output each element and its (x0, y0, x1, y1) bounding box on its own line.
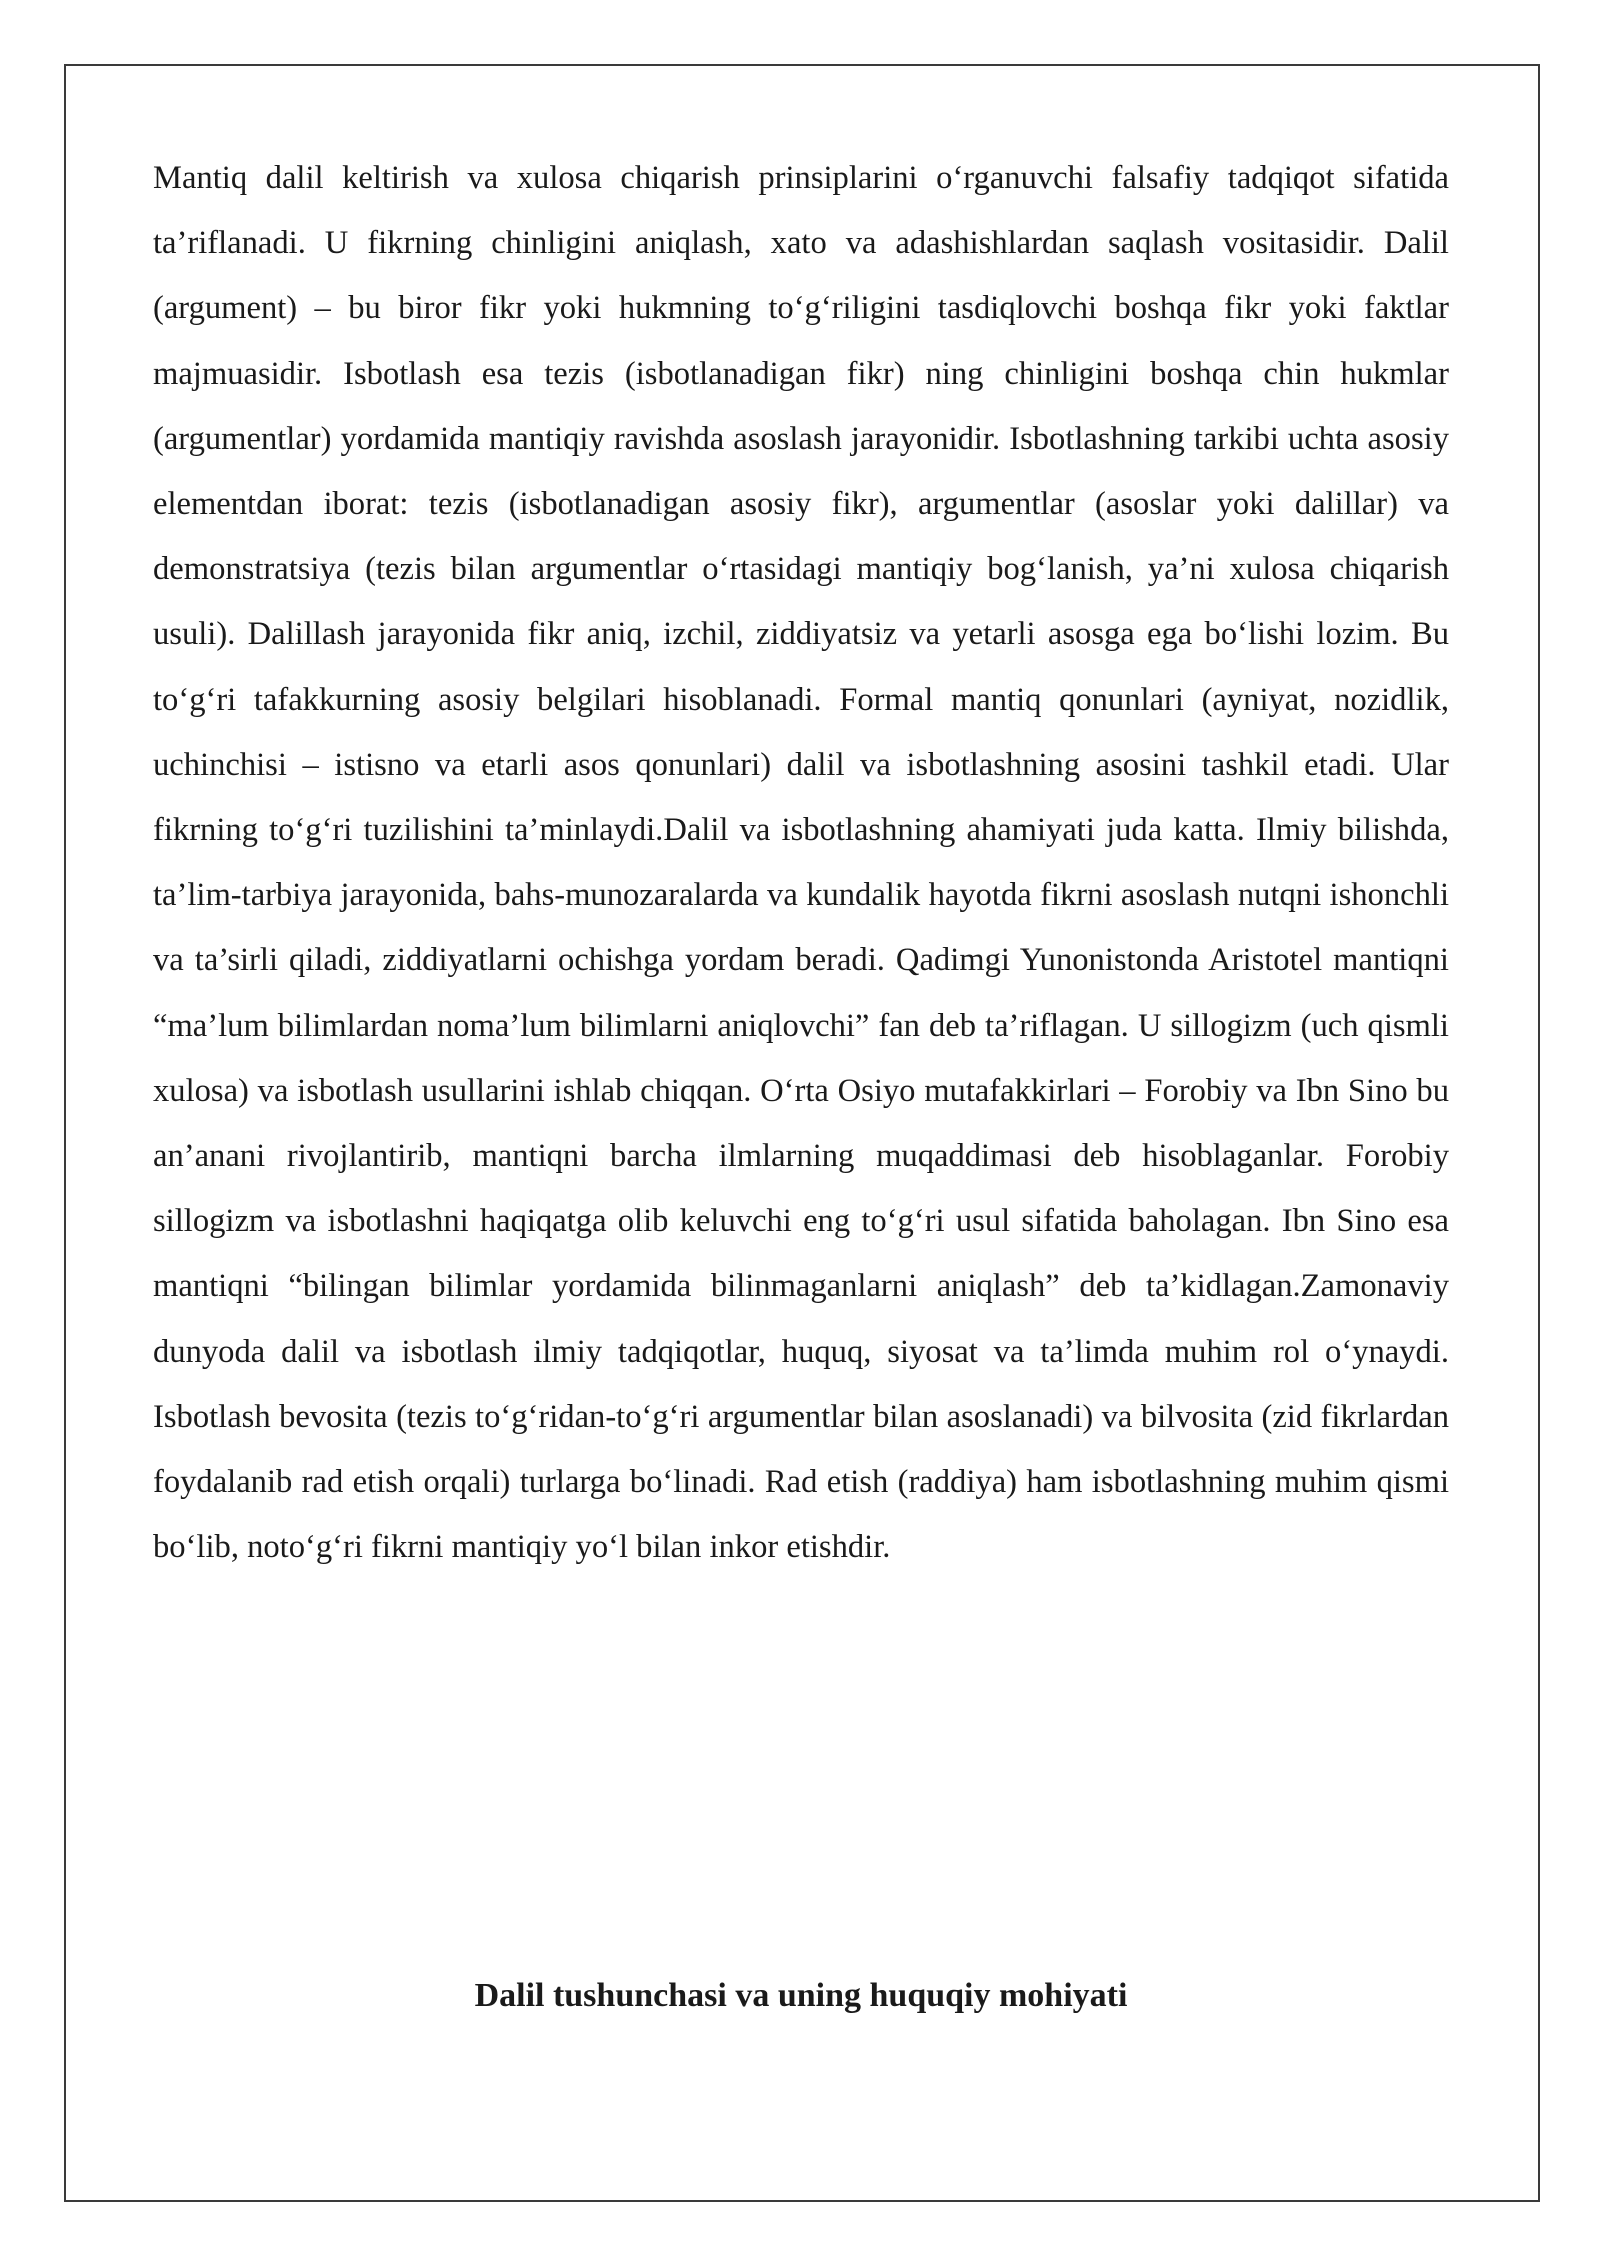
document-body (153, 146, 1449, 2014)
body-paragraph: Mantiq dalil keltirish va xulosa chiqarish prinsiplarini o‘rganuvchi falsafiy tadqiqot sifatida ta’riflanadi. U fikrning chinligini aniqlash, xato va adashishlardan saqlash vositasidir. Dalil (argument) – bu biror fikr yoki hukmning to‘g‘riligini tasdiqlovchi boshqa fikr yoki faktlar majmuasidir. Isbotlash esa tezis (isbotlanadigan fikr) ning chinligini boshqa chin hukmlar (argumentlar) yordamida mantiqiy ravishda asoslash jarayonidir. Isbotlashning tarkibi uchta asosiy elementdan iborat: tezis (isbotlanadigan asosiy fikr), argumentlar (asoslar yoki dalillar) va demonstratsiya (tezis bilan argumentlar o‘rtasidagi mantiqiy bog‘lanish, ya’ni xulosa chiqarish usuli). Dalillash jarayonida fikr aniq, izchil, ziddiyatsiz va yetarli asosga ega bo‘lishi lozim. Bu to‘g‘ri tafakkurning asosiy belgilari hisoblanadi. Formal mantiq qonunlari (ayniyat, nozidlik, uchinchisi – istisno va etarli asos qonunlari) dalil va isbotlashning asosini tashkil etadi. Ular fikrning to‘g‘ri tuzilishini ta’minlaydi.Dalil va isbotlashning ahamiyati juda katta. Ilmiy bilishda, ta’lim-tarbiya jarayonida, bahs-munozaralarda va kundalik hayotda fikrni asoslash nutqni ishonchli va ta’sirli qiladi, ziddiyatlarni ochishga yordam beradi. Qadimgi Yunonistonda Aristotel mantiqni “ma’lum bilimlardan noma’lum bilimlarni aniqlovchi” fan deb ta’riflagan. U sillogizm (uch qismli xulosa) va isbotlash usullarini ishlab chiqqan. O‘rta Osiyo mutafakkirlari – Forobiy va Ibn Sino bu an’anani rivojlantirib, mantiqni barcha ilmlarning muqaddimasi deb hisoblaganlar. Forobiy sillogizm va isbotlashni haqiqatga olib keluvchi eng to‘g‘ri usul sifatida baholagan. Ibn Sino esa mantiqni “bilingan bilimlar yordamida bilinmaganlarni aniqlash” deb ta’kidlagan.Zamonaviy dunyoda dalil va isbotlash ilmiy tadqiqotlar, huquq, siyosat va ta’limda muhim rol o‘ynaydi. Isbotlash bevosita (tezis to‘g‘ridan-to‘g‘ri argumentlar bilan asoslanadi) va bilvosita (zid fikrlardan foydalanib rad etish orqali) turlarga bo‘linadi. Rad etish (raddiya) ham isbotlashning muhim qismi bo‘lib, noto‘g‘ri fikrni mantiqiy yo‘l bilan inkor etishdir. (153, 160, 1449, 1566)
section-heading: Dalil tushunchasi va uning huquqiy mohiyati (474, 1977, 1128, 2014)
